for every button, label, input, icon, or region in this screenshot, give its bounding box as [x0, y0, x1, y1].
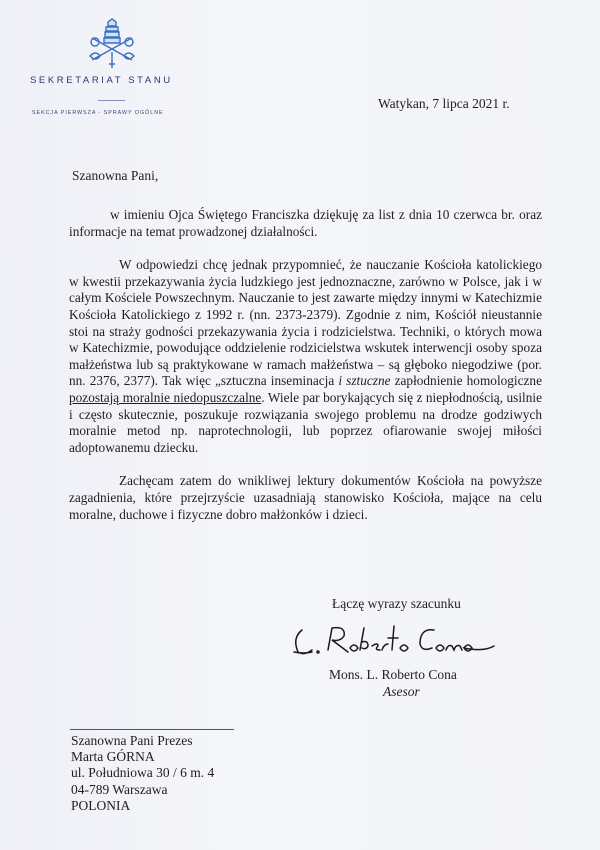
paragraph-2-underlined: pozostają moralnie niedopuszczalne — [69, 389, 262, 405]
department-section: SEKCJA PIERWSZA - SPRAWY OGÓLNE — [32, 110, 164, 116]
recipient-line-5: POLONIA — [71, 797, 131, 813]
signer-title: Asesor — [383, 684, 420, 699]
paragraph-1: w imieniu Ojca Świętego Franciszka dziękuję za list z dnia 10 czerwca br. oraz informacje na temat prowadzonej działalności. — [69, 207, 542, 239]
letter-date: Watykan, 7 lipca 2021 r. — [378, 96, 510, 111]
papal-keys-emblem-icon — [88, 18, 136, 72]
recipient-line-2: Marta GÓRNA — [71, 749, 155, 765]
paragraph-2 — [69, 257, 542, 456]
closing-phrase: Łączę wyrazy szacunku — [332, 596, 461, 611]
paragraph-2-part-a: W odpowiedzi chcę jednak przypomnieć, że nauczanie Kościoła katolickiego w kwestii przekazywania życia ludzkiego jest jednoznaczne, zarówno w Polsce, jak i w całym Kościele Powszechnym. Nauczanie to jest zawarte między innymi w Katechizmie Kościoła Katolickiego z 1992 r. (nn. 2373-2379). Zgodnie z nim, Kościół nieustannie stoi na straży godności przekazywania życia i rodzicielstwa. Techniki, o których mowa w Katechizmie, powodujące oddzielenie rodzicielstwa wskutek interwencji osoby spoza małżeństwa lub są praktykowane w ramach małżeństwa – są głęboko niegodziwe (por. nn. 2376, 2377). Tak więc „sztuczna inseminacja — [69, 257, 542, 389]
paragraph-2-part-c: . Wiele par borykających się z niepłodnością, usilnie i często skutecznie, poszukuje rozwiązania swojego problemu na drodze godziwych moralnie metod np. naprotechnologii, lub poprzez ofiarowanie swojej miłości adoptowanemu dziecku. — [69, 389, 542, 455]
recipient-address — [71, 733, 214, 814]
paragraph-3: Zachęcam zatem do wnikliwej lektury dokumentów Kościoła na powyższe zagadnienia, które przejrzyście uzasadniają stanowisko Kościoła, mające na celu moralne, duchowe i fizyczne dobro małżonków i dzieci. — [69, 473, 542, 522]
letter-body — [69, 207, 542, 540]
address-divider — [70, 729, 234, 730]
paragraph-2-italic: i sztuczne — [338, 373, 391, 389]
recipient-line-1: Szanowna Pani Prezes — [71, 733, 193, 748]
recipient-line-4: 04-789 Warszawa — [71, 781, 168, 797]
letterhead-divider — [98, 100, 125, 101]
signer-name: Mons. L. Roberto Cona — [329, 667, 457, 682]
handwritten-signature — [288, 620, 498, 662]
department-name: SEKRETARIAT STANU — [30, 75, 173, 86]
paragraph-2-part-b: zapłodnienie homologiczne — [390, 373, 542, 389]
recipient-line-3: ul. Południowa 30 / 6 m. 4 — [71, 765, 215, 781]
salutation: Szanowna Pani, — [72, 168, 159, 183]
